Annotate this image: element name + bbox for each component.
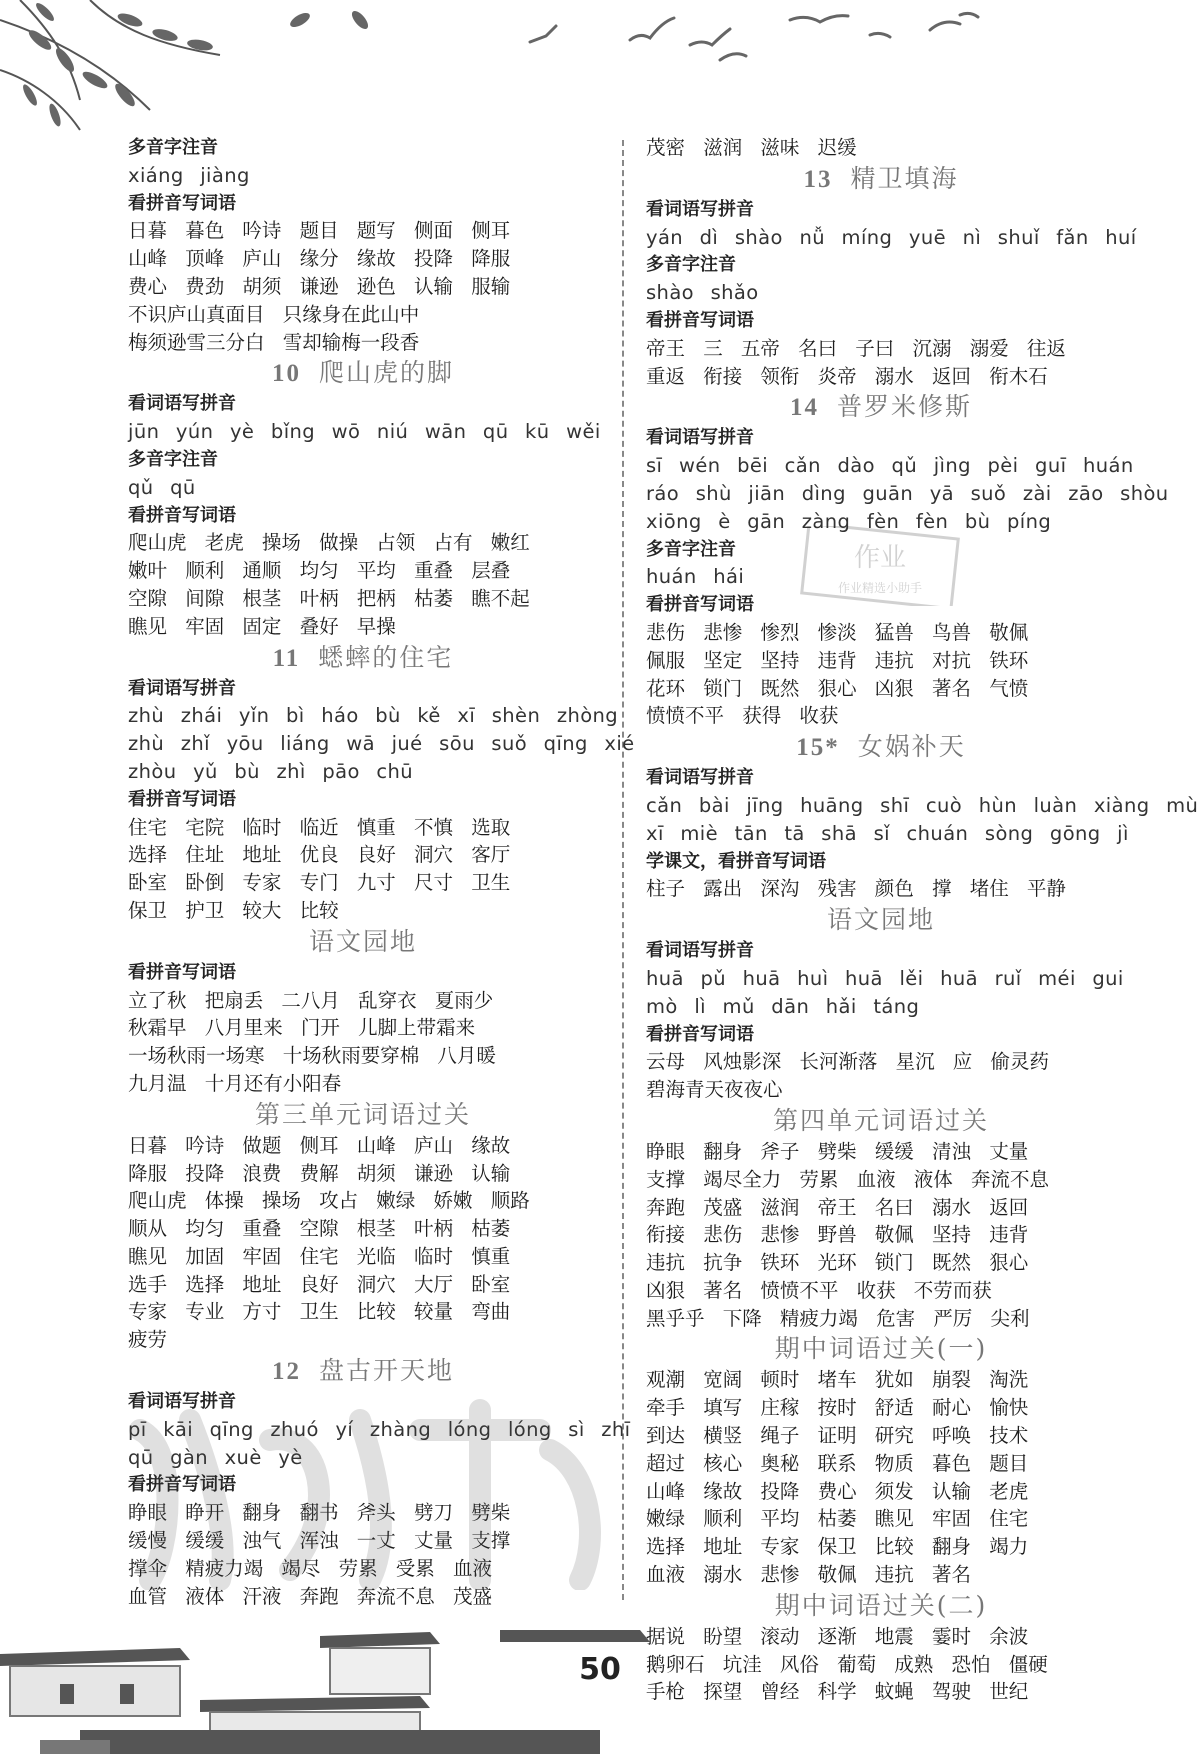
lesson-title: [646, 903, 1116, 937]
word-line: 碧海青天夜夜心: [646, 1078, 783, 1102]
section-label: 看拼音写词语: [646, 1023, 754, 1045]
word-line: 血液 溺水 悲惨 敬佩 违抗 著名: [646, 1563, 971, 1587]
word-line: 缓慢 缓缓 浊气 浑浊 一丈 丈量 支撑: [128, 1529, 511, 1553]
word-line: 卧室 卧倒 专家 专门 九寸 尺寸 卫生: [128, 871, 511, 895]
pinyin-line: zhòu yǔ bù zhì pāo chū: [128, 759, 414, 783]
word-line: 血管 液体 汗液 奔跑 奔流不息 茂盛: [128, 1584, 492, 1608]
pinyin-line: huán hái: [646, 565, 745, 589]
word-line: 黑乎乎 下降 精疲力竭 危害 严厉 尖利: [646, 1306, 1030, 1330]
section-label: 看拼音写词语: [646, 309, 754, 331]
pinyin-line: jūn yún yè bǐng wō niú wān qū kū wěi: [128, 420, 601, 444]
stamp-watermark: [800, 526, 960, 606]
word-line: 瞧见 加固 牢固 住宅 光临 临时 慎重: [128, 1244, 511, 1268]
lesson-title: [646, 1104, 1116, 1138]
pinyin-line: xiáng jiàng: [128, 163, 250, 187]
word-line: 费心 费劲 胡须 谦逊 逊色 认输 服输: [128, 274, 511, 298]
pinyin-line: qǔ qū: [128, 475, 196, 499]
word-line: 疲劳: [128, 1328, 168, 1352]
lesson-title: [128, 641, 598, 675]
pinyin-line: cǎn bài jīng huāng shī cuò hùn luàn xiàng mù: [646, 793, 1199, 817]
pinyin-line: xī miè tān tā shā sǐ chuán sòng gōng jì: [646, 821, 1129, 845]
lesson-title: [646, 1332, 1116, 1366]
section-label: 看词语写拼音: [646, 198, 754, 220]
word-line: 撑伞 精疲力竭 竭尽 劳累 受累 血液: [128, 1556, 492, 1580]
word-line: 凶狠 著名 愤愤不平 收获 不劳而获: [646, 1278, 992, 1302]
lesson-number: 15*: [796, 734, 840, 762]
word-line: 顺从 均匀 重叠 空隙 根茎 叶柄 枯萎: [128, 1217, 511, 1241]
stamp-subtext: 作业精选小助手: [837, 581, 923, 595]
section-label: 多音字注音: [128, 137, 218, 158]
word-line: 悲伤 悲惨 惨烈 惨淡 猛兽 鸟兽 敬佩: [646, 620, 1029, 644]
section-label: 学课文，看拼音写词语: [646, 850, 826, 872]
word-line: 支撑 竭尽全力 劳累 血液 液体 奔流不息: [646, 1167, 1049, 1191]
word-line: 一场秋雨一场寒 十场秋雨要穿棉 八月暖: [128, 1044, 496, 1068]
lesson-title-text: 爬山虎的脚: [318, 358, 454, 388]
word-line: 梅须逊雪三分白 雪却输梅一段香: [128, 330, 420, 354]
section-label: 看拼音写词语: [128, 504, 236, 526]
lesson-title: [646, 1589, 1116, 1623]
lesson-title-text: 普罗米修斯: [836, 392, 972, 422]
lesson-title: [646, 390, 1116, 424]
pinyin-line: ráo shù jiān dìng guān yā suǒ zài zāo shòu: [646, 481, 1169, 505]
section-label: 多音字注音: [646, 538, 736, 560]
word-line: 柱子 露出 深沟 残害 颜色 撑 堵住 平静: [646, 877, 1066, 901]
word-line: 保卫 护卫 较大 比较: [128, 898, 339, 922]
pinyin-line: pī kāi qīng zhuó yí zhàng lóng lóng sì zhī: [128, 1417, 631, 1441]
bottom-decoration-buildings: [0, 1630, 1200, 1754]
word-line: 超过 核心 奥秘 联系 物质 暮色 题目: [646, 1451, 1029, 1475]
lesson-title: [128, 1354, 598, 1388]
word-line: 嫩叶 顺利 通顺 均匀 平均 重叠 层叠: [128, 559, 511, 583]
word-line: 牵手 填写 庄稼 按时 舒适 耐心 愉快: [646, 1396, 1029, 1420]
word-line: 违抗 抗争 铁环 光环 锁门 既然 狠心: [646, 1251, 1029, 1275]
word-line: 九月温 十月还有小阳春: [128, 1071, 342, 1095]
section-label: 看词语写拼音: [128, 393, 236, 415]
column-divider: [622, 140, 624, 1600]
pinyin-line: zhù zhǐ yōu liáng wā jué sōu suǒ qīng xié: [128, 732, 635, 756]
pinyin-line: sī wén bēi cǎn dào qǔ jìng pèi guī huán: [646, 454, 1134, 478]
word-line: 帝王 三 五帝 名曰 子曰 沉溺 溺爱 往返: [646, 336, 1066, 360]
word-line: 重返 衔接 领衔 炎帝 溺水 返回 衔木石: [646, 364, 1048, 388]
pinyin-line: yán dì shào nǚ míng yuē nì shuǐ fǎn huí: [646, 225, 1137, 249]
word-line: 手枪 探望 曾经 科学 蚊蝇 驾驶 世纪: [646, 1680, 1029, 1704]
word-line: 住宅 宅院 临时 临近 慎重 不慎 选取: [128, 815, 511, 839]
section-label: 看词语写拼音: [128, 1391, 236, 1413]
word-line: 愤愤不平 获得 收获: [646, 704, 839, 728]
lesson-title-text: 语文园地: [308, 926, 417, 956]
word-line: 茂密 滋润 滋味 迟缓: [646, 136, 857, 159]
word-line: 选择 住址 地址 优良 良好 洞穴 客厅: [128, 843, 511, 867]
word-line: 鹅卵石 坑洼 风俗 葡萄 成熟 恐怕 僵硬: [646, 1652, 1048, 1676]
pinyin-line: qū gàn xuè yè: [128, 1445, 303, 1469]
brush-watermark: [120, 1390, 640, 1590]
lesson-title-text: 第三单元词语过关: [254, 1099, 471, 1129]
word-line: 花环 锁门 既然 狠心 凶狠 著名 气愤: [646, 676, 1029, 700]
pinyin-line: xiōng è gān zàng fèn fèn bù píng: [646, 509, 1052, 533]
pinyin-line: shào shǎo: [646, 281, 759, 305]
word-line: 立了秋 把扇丢 二八月 乱穿衣 夏雨少: [128, 988, 494, 1012]
word-line: 爬山虎 体操 操场 攻占 嫩绿 娇嫩 顺路: [128, 1189, 530, 1213]
section-label: 多音字注音: [128, 448, 218, 470]
lesson-title: [128, 1098, 598, 1132]
top-decoration-branches: [0, 0, 1200, 150]
lesson-title-text: 女娲补天: [857, 732, 966, 762]
word-line: 睁眼 翻身 斧子 劈柴 缓缓 清浊 丈量: [646, 1139, 1029, 1163]
word-line: 秋霜早 八月里来 门开 儿脚上带霜来: [128, 1016, 476, 1040]
section-label: 看拼音写词语: [128, 788, 236, 810]
section-label: 看词语写拼音: [646, 767, 754, 789]
word-line: 据说 盼望 滚动 逐渐 地震 霎时 余波: [646, 1624, 1029, 1648]
lesson-title-text: 期中词语过关(二): [774, 1590, 988, 1620]
left-column: [128, 134, 635, 1610]
lesson-number: 10: [271, 360, 301, 388]
word-line: 奔跑 茂盛 滋润 帝王 名曰 溺水 返回: [646, 1195, 1029, 1219]
lesson-title-text: 期中词语过关(一): [774, 1334, 988, 1364]
section-label: 看词语写拼音: [646, 940, 754, 962]
lesson-number: 14: [789, 394, 819, 422]
stamp-text: 作业: [853, 543, 907, 573]
lesson-title-text: 蟋蟀的住宅: [318, 642, 454, 672]
section-label: 看拼音写词语: [128, 192, 236, 214]
lesson-title: [128, 925, 598, 959]
section-label: 看词语写拼音: [128, 677, 236, 699]
word-line: 选手 选择 地址 良好 洞穴 大厅 卧室: [128, 1272, 511, 1296]
lesson-title: [646, 162, 1116, 196]
pinyin-line: huā pǔ huā huì huā lěi huā ruǐ méi gui: [646, 966, 1124, 990]
word-line: 专家 专业 方寸 卫生 比较 较量 弯曲: [128, 1300, 511, 1324]
word-line: 到达 横竖 绳子 证明 研究 呼唤 技术: [646, 1424, 1029, 1448]
section-label: 看拼音写词语: [646, 594, 754, 616]
word-line: 山峰 顶峰 庐山 缘分 缘故 投降 降服: [128, 247, 511, 271]
section-label: 看拼音写词语: [128, 1474, 236, 1496]
section-label: 看词语写拼音: [646, 427, 754, 449]
pinyin-line: mò lì mǔ dān hǎi táng: [646, 994, 920, 1018]
word-line: 嫩绿 顺利 平均 枯萎 瞧见 牢固 住宅: [646, 1507, 1029, 1531]
lesson-number: 13: [803, 165, 833, 193]
lesson-title-text: 第四单元词语过关: [772, 1105, 989, 1135]
lesson-title-text: 盘古开天地: [318, 1356, 454, 1386]
section-label: 多音字注音: [646, 254, 736, 276]
word-line: 爬山虎 老虎 操场 做操 占领 占有 嫩红: [128, 531, 530, 555]
lesson-title: [646, 730, 1116, 764]
lesson-title-text: 语文园地: [826, 905, 935, 935]
word-line: 佩服 坚定 坚持 违背 违抗 对抗 铁环: [646, 648, 1029, 672]
word-line: 云母 风烛影深 长河渐落 星沉 应 偷灵药: [646, 1050, 1049, 1074]
lesson-number: 12: [271, 1358, 301, 1386]
word-line: 睁眼 睁开 翻身 翻书 斧头 劈刀 劈柴: [128, 1501, 511, 1525]
lesson-title-text: 精卫填海: [850, 163, 959, 193]
lesson-title: [128, 356, 598, 390]
word-line: 日暮 吟诗 做题 侧耳 山峰 庐山 缘故: [128, 1133, 511, 1157]
right-column: [646, 134, 1199, 1706]
word-line: 空隙 间隙 根茎 叶柄 把柄 枯萎 瞧不起: [128, 586, 530, 610]
word-line: 选择 地址 专家 保卫 比较 翻身 竭力: [646, 1535, 1029, 1559]
lesson-number: 11: [272, 644, 301, 672]
word-line: 日暮 暮色 吟诗 题目 题写 侧面 侧耳: [128, 219, 511, 243]
word-line: 降服 投降 浪费 费解 胡须 谦逊 认输: [128, 1161, 511, 1185]
word-line: 观潮 宽阔 顿时 堵车 犹如 崩裂 淘洗: [646, 1368, 1029, 1392]
word-line: 瞧见 牢固 固定 叠好 早操: [128, 614, 396, 638]
page-number: 50: [579, 1652, 621, 1687]
section-label: 看拼音写词语: [128, 961, 236, 983]
word-line: 山峰 缘故 投降 费心 须发 认输 老虎: [646, 1479, 1029, 1503]
word-line: 不识庐山真面目 只缘身在此山中: [128, 302, 420, 326]
pinyin-line: zhù zhái yǐn bì háo bù kě xī shèn zhòng: [128, 704, 619, 728]
word-line: 衔接 悲伤 悲惨 野兽 敬佩 坚持 违背: [646, 1223, 1029, 1247]
